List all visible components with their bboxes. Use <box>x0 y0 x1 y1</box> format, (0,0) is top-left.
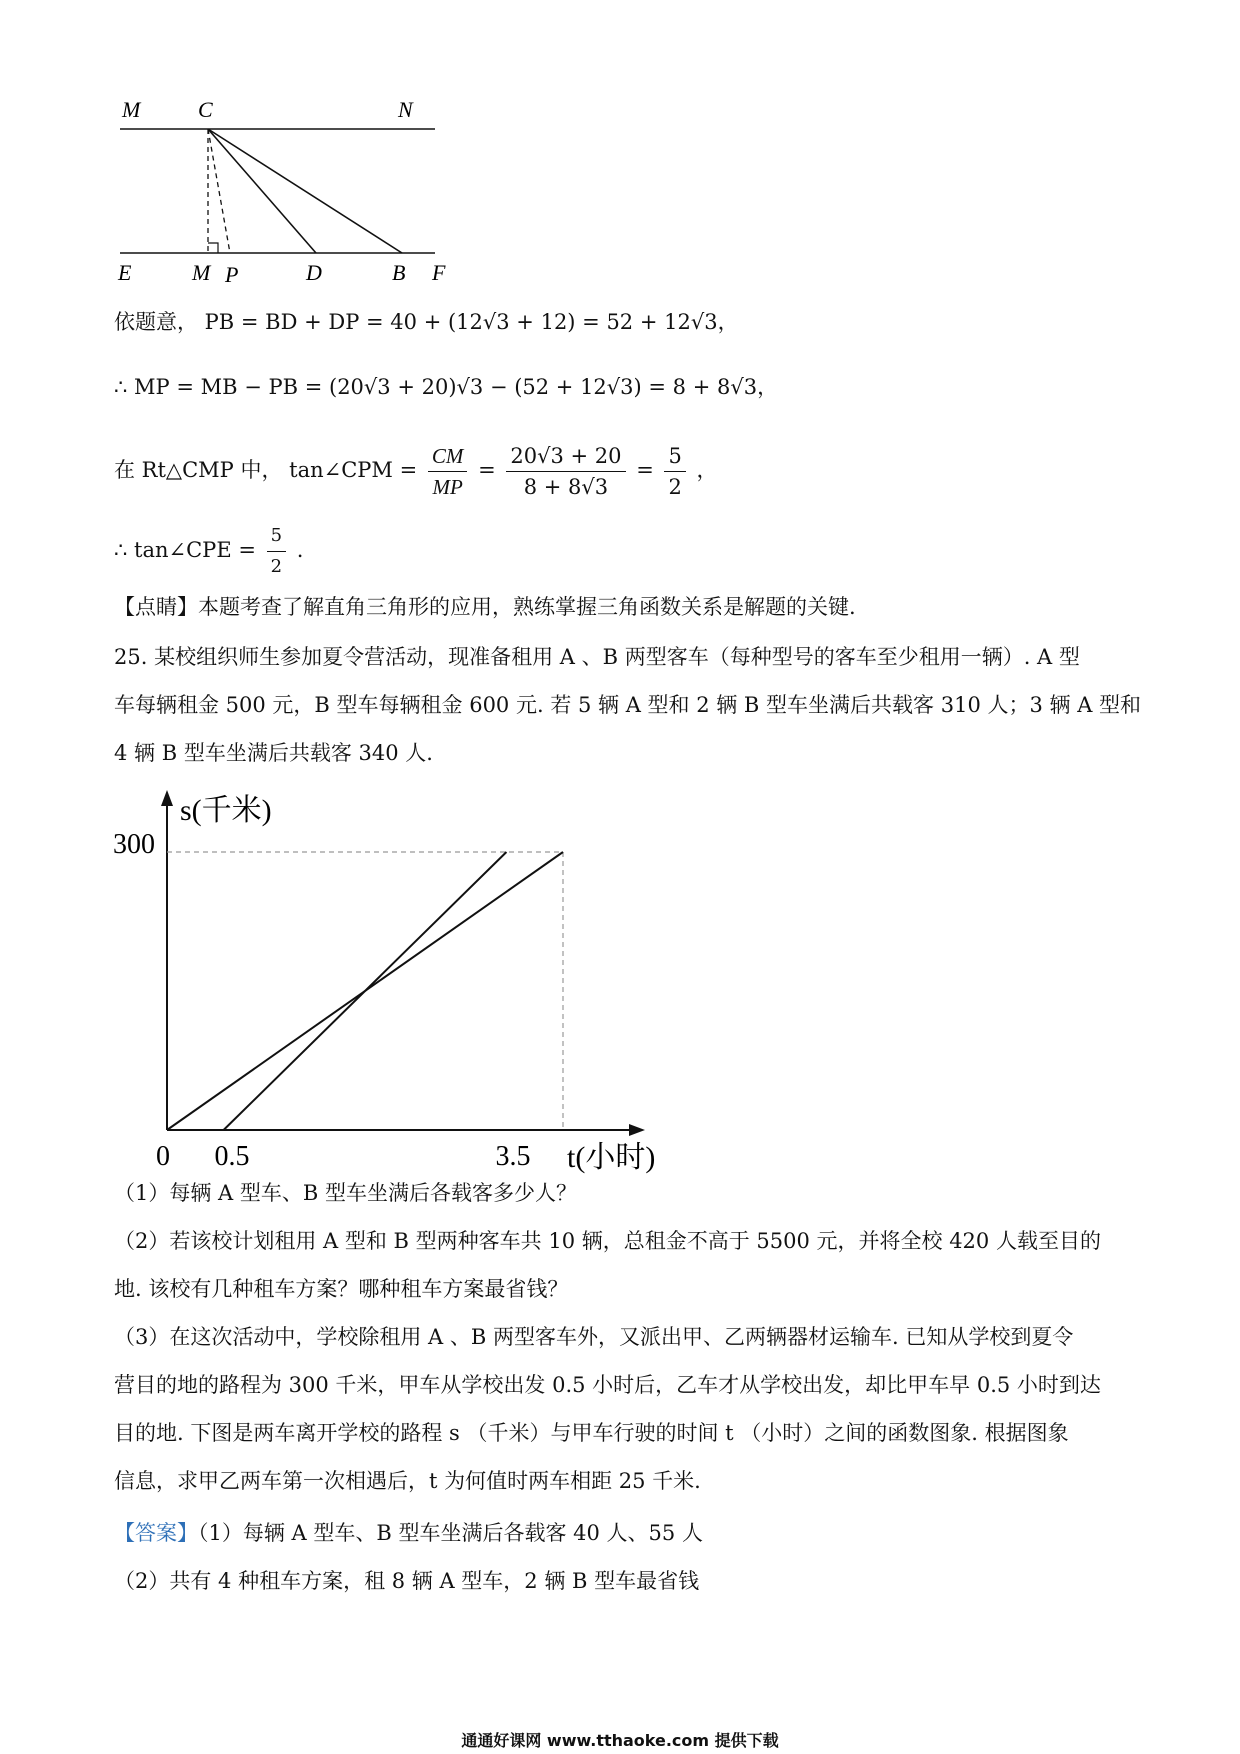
question-3-line-2 <box>114 1370 1101 1400</box>
question-3-line-1 <box>114 1322 1073 1352</box>
question-text: （2）若该校计划租用 A 型和 B 型两种客车共 10 辆，总租金不高于 5500 元，并将全校 420 人载至目的 <box>114 1229 1101 1253</box>
fraction-values <box>506 441 625 502</box>
solution-line-3-prefix: 在 Rt△CMP 中， tan∠CPM = <box>114 458 418 482</box>
y-axis-label: s(千米) <box>180 794 272 827</box>
solution-line-3-suffix: ， <box>696 458 718 482</box>
solution-line-4-prefix: ∴ tan∠CPE = <box>114 538 256 562</box>
question-text: 地. 该校有几种租车方案？哪种租车方案最省钱？ <box>114 1277 569 1301</box>
question-1 <box>114 1178 577 1208</box>
question-text: 目的地. 下图是两车离开学校的路程 s （千米）与甲车行驶的时间 t （小时）之间的函数图象. 根据图象 <box>114 1421 1069 1445</box>
comment-text: 【点睛】本题考查了解直角三角形的应用，熟练掌握三角函数关系是解题的关键. <box>114 595 856 619</box>
question-2-line-1 <box>114 1226 1101 1256</box>
solution-text-2: ∴ MP = MB − PB = (20√3 + 20)√3 − (52 + 12√3) = 8 + 8√3， <box>114 375 779 399</box>
label-F: F <box>432 260 446 285</box>
problem-25-line-1 <box>114 642 1080 672</box>
label-M-bottom: M <box>192 260 211 285</box>
fraction-numerator: CM <box>428 441 468 472</box>
fraction-numerator: 5 <box>267 521 286 552</box>
series-line-2 <box>224 852 507 1130</box>
fraction-five-halves <box>267 521 286 582</box>
right-angle-mark <box>208 243 218 253</box>
comment-line <box>114 592 856 622</box>
answer-text: （2）共有 4 种租车方案，租 8 辆 A 型车，2 辆 B 型车最省钱 <box>114 1569 700 1593</box>
segment-CD <box>208 129 316 253</box>
label-M-top: M <box>122 97 141 122</box>
geometry-figure <box>110 95 450 285</box>
problem-25-line-2 <box>114 690 1141 720</box>
question-3-line-4 <box>114 1466 701 1496</box>
question-2-line-2 <box>114 1274 568 1304</box>
graph-marks <box>167 852 563 1130</box>
question-text: （3）在这次活动中，学校除租用 A 、B 两型客车外，又派出甲、乙两辆器材运输车. 已知从学校到夏令 <box>114 1325 1074 1349</box>
question-3-line-3 <box>114 1418 1069 1448</box>
fraction-numerator: 5 <box>664 441 685 472</box>
segment-CB <box>208 129 402 253</box>
solution-line-3 <box>114 440 718 502</box>
answer-text: （1）每辆 A 型车、B 型车坐满后各载客 40 人、55 人 <box>198 1521 703 1545</box>
segment-CP <box>208 129 230 253</box>
fraction-cm-mp <box>428 441 468 502</box>
distance-time-graph <box>105 780 675 1175</box>
x-axis-label: t(小时) <box>567 1141 656 1174</box>
equals-sign: = <box>478 458 496 482</box>
question-text: （1）每辆 A 型车、B 型车坐满后各载客多少人？ <box>114 1181 577 1205</box>
label-P: P <box>225 262 239 285</box>
question-text: 信息，求甲乙两车第一次相遇后，t 为何值时两车相距 25 千米. <box>114 1469 701 1493</box>
problem-text: 25. 某校组织师生参加夏令营活动，现准备租用 A 、B 两型客车（每种型号的客车至少租用一辆）. A 型 <box>114 645 1080 669</box>
answer-line-2 <box>114 1566 699 1596</box>
label-E: E <box>118 260 132 285</box>
problem-text: 车每辆租金 500 元，B 型车每辆租金 600 元. 若 5 辆 A 型和 2 辆 B 型车坐满后共载客 310 人；3 辆 A 型和 <box>114 693 1142 717</box>
equals-sign: = <box>636 458 654 482</box>
fraction-numerator: 20√3 + 20 <box>506 441 625 472</box>
problem-25-line-3 <box>114 738 433 768</box>
fraction-denominator: 8 + 8√3 <box>523 475 609 499</box>
answer-tag: 【答案】 <box>114 1521 198 1545</box>
solution-line-4-suffix: . <box>296 538 304 562</box>
fraction-denominator: MP <box>432 475 463 499</box>
y-axis-arrow <box>161 790 173 806</box>
problem-text: 4 辆 B 型车坐满后共载客 340 人. <box>114 741 433 765</box>
solution-line-2 <box>114 372 778 402</box>
question-text: 营目的地的路程为 300 千米，甲车从学校出发 0.5 小时后，乙车才从学校出发，却比甲车早 0.5 小时到达 <box>114 1373 1101 1397</box>
page-footer: 通通好课网 www.tthaoke.com 提供下载 <box>461 1731 779 1750</box>
x-tick-label-0-5: 0.5 <box>214 1141 250 1172</box>
solution-text-1: 依题意， PB = BD + DP = 40 + (12√3 + 12) = 52 + 12√3， <box>114 310 739 334</box>
x-tick-label-0: 0 <box>156 1141 170 1172</box>
solution-line-1 <box>114 307 739 337</box>
x-tick-label-3-5: 3.5 <box>495 1141 531 1172</box>
label-B: B <box>392 260 406 285</box>
fraction-denominator: 2 <box>270 556 283 577</box>
solution-line-4 <box>114 520 303 582</box>
label-C: C <box>198 97 213 122</box>
y-tick-label-300: 300 <box>113 829 155 860</box>
fraction-five-halves <box>664 441 685 502</box>
answer-line-1 <box>114 1518 703 1548</box>
x-axis-arrow <box>629 1124 645 1136</box>
fraction-denominator: 2 <box>668 475 682 499</box>
label-D: D <box>306 260 322 285</box>
label-N: N <box>398 97 413 122</box>
